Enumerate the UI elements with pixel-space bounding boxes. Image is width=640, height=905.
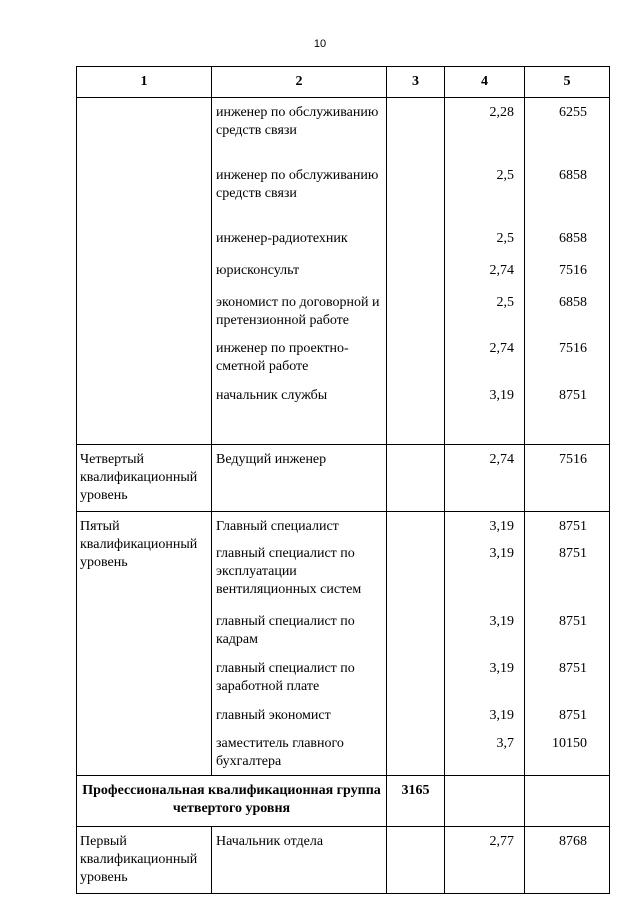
position-name: юрисконсульт bbox=[216, 263, 300, 278]
position-name: инженер по обслуживанию средств связи bbox=[216, 105, 379, 138]
table-row bbox=[77, 98, 610, 445]
coefficient-cell bbox=[445, 827, 525, 894]
salary-cell bbox=[525, 98, 610, 445]
position-name: начальник службы bbox=[216, 388, 328, 403]
position-name: главный экономист bbox=[216, 708, 331, 723]
level-cell bbox=[77, 98, 212, 445]
level-cell: Пятый квалификационный уровень bbox=[77, 512, 212, 776]
salary: 8751 bbox=[559, 661, 587, 676]
salary-cell bbox=[525, 445, 610, 512]
coefficient: 2,74 bbox=[489, 263, 514, 278]
coefficient: 2,77 bbox=[489, 834, 514, 849]
position-name: заместитель главного бухгалтера bbox=[216, 736, 344, 769]
position-name: Ведущий инженер bbox=[216, 452, 327, 467]
page-number: 10 bbox=[313, 38, 327, 50]
salary-cell bbox=[525, 827, 610, 894]
salary: 10150 bbox=[552, 736, 587, 751]
coefficient: 2,5 bbox=[496, 295, 514, 310]
salary: 6858 bbox=[559, 295, 587, 310]
empty-cell bbox=[525, 776, 610, 827]
position-name: главный специалист по кадрам bbox=[216, 614, 355, 647]
coefficient: 2,74 bbox=[489, 341, 514, 356]
coefficient-cell bbox=[445, 98, 525, 445]
level-cell: Четвертый квалификационный уровень bbox=[77, 445, 212, 512]
table-row bbox=[77, 512, 610, 776]
salary: 7516 bbox=[559, 263, 587, 278]
salary: 8751 bbox=[559, 519, 587, 534]
coefficient: 2,74 bbox=[489, 452, 514, 467]
position-cell bbox=[212, 98, 387, 445]
salary: 6858 bbox=[559, 231, 587, 246]
salary: 7516 bbox=[559, 341, 587, 356]
position-name: главный специалист по эксплуатации вентиляционных систем bbox=[216, 546, 362, 597]
column-header: 5 bbox=[525, 67, 610, 98]
salary-table bbox=[76, 66, 610, 894]
position-cell bbox=[212, 827, 387, 894]
coefficient: 3,7 bbox=[496, 736, 514, 751]
group-code: 3165 bbox=[387, 776, 445, 827]
salary: 8751 bbox=[559, 614, 587, 629]
group-row bbox=[77, 776, 610, 827]
coefficient: 2,5 bbox=[496, 168, 514, 183]
coefficient: 3,19 bbox=[489, 388, 514, 403]
coefficient: 2,28 bbox=[489, 105, 514, 120]
salary-cell bbox=[525, 512, 610, 776]
group-code-cell bbox=[387, 512, 445, 776]
position-name: главный специалист по заработной плате bbox=[216, 661, 355, 694]
table-header-row bbox=[77, 67, 610, 98]
coefficient-cell bbox=[445, 512, 525, 776]
empty-cell bbox=[445, 776, 525, 827]
column-header: 1 bbox=[77, 67, 212, 98]
position-name: экономист по договорной и претензионной работе bbox=[216, 295, 380, 328]
coefficient-cell bbox=[445, 445, 525, 512]
table-row bbox=[77, 445, 610, 512]
position-cell bbox=[212, 445, 387, 512]
group-code-cell bbox=[387, 827, 445, 894]
group-code-cell bbox=[387, 445, 445, 512]
salary: 6858 bbox=[559, 168, 587, 183]
coefficient: 3,19 bbox=[489, 708, 514, 723]
position-name: инженер-радиотехник bbox=[216, 231, 348, 246]
coefficient: 2,5 bbox=[496, 231, 514, 246]
position-cell bbox=[212, 512, 387, 776]
coefficient: 3,19 bbox=[489, 614, 514, 629]
position-name: инженер по обслуживанию средств связи bbox=[216, 168, 379, 201]
coefficient: 3,19 bbox=[489, 546, 514, 561]
position-name: инженер по проектно-сметной работе bbox=[216, 341, 349, 374]
column-header: 2 bbox=[212, 67, 387, 98]
salary: 6255 bbox=[559, 105, 587, 120]
position-name: Главный специалист bbox=[216, 519, 339, 534]
group-title: Профессиональная квалификационная группа четвертого уровня bbox=[77, 776, 387, 827]
salary: 8768 bbox=[559, 834, 587, 849]
table-row bbox=[77, 827, 610, 894]
coefficient: 3,19 bbox=[489, 519, 514, 534]
salary: 7516 bbox=[559, 452, 587, 467]
level-cell: Первый квалификационный уровень bbox=[77, 827, 212, 894]
position-name: Начальник отдела bbox=[216, 834, 324, 849]
column-header: 4 bbox=[445, 67, 525, 98]
coefficient: 3,19 bbox=[489, 661, 514, 676]
group-code-cell bbox=[387, 98, 445, 445]
column-header: 3 bbox=[387, 67, 445, 98]
salary: 8751 bbox=[559, 708, 587, 723]
salary: 8751 bbox=[559, 388, 587, 403]
salary: 8751 bbox=[559, 546, 587, 561]
